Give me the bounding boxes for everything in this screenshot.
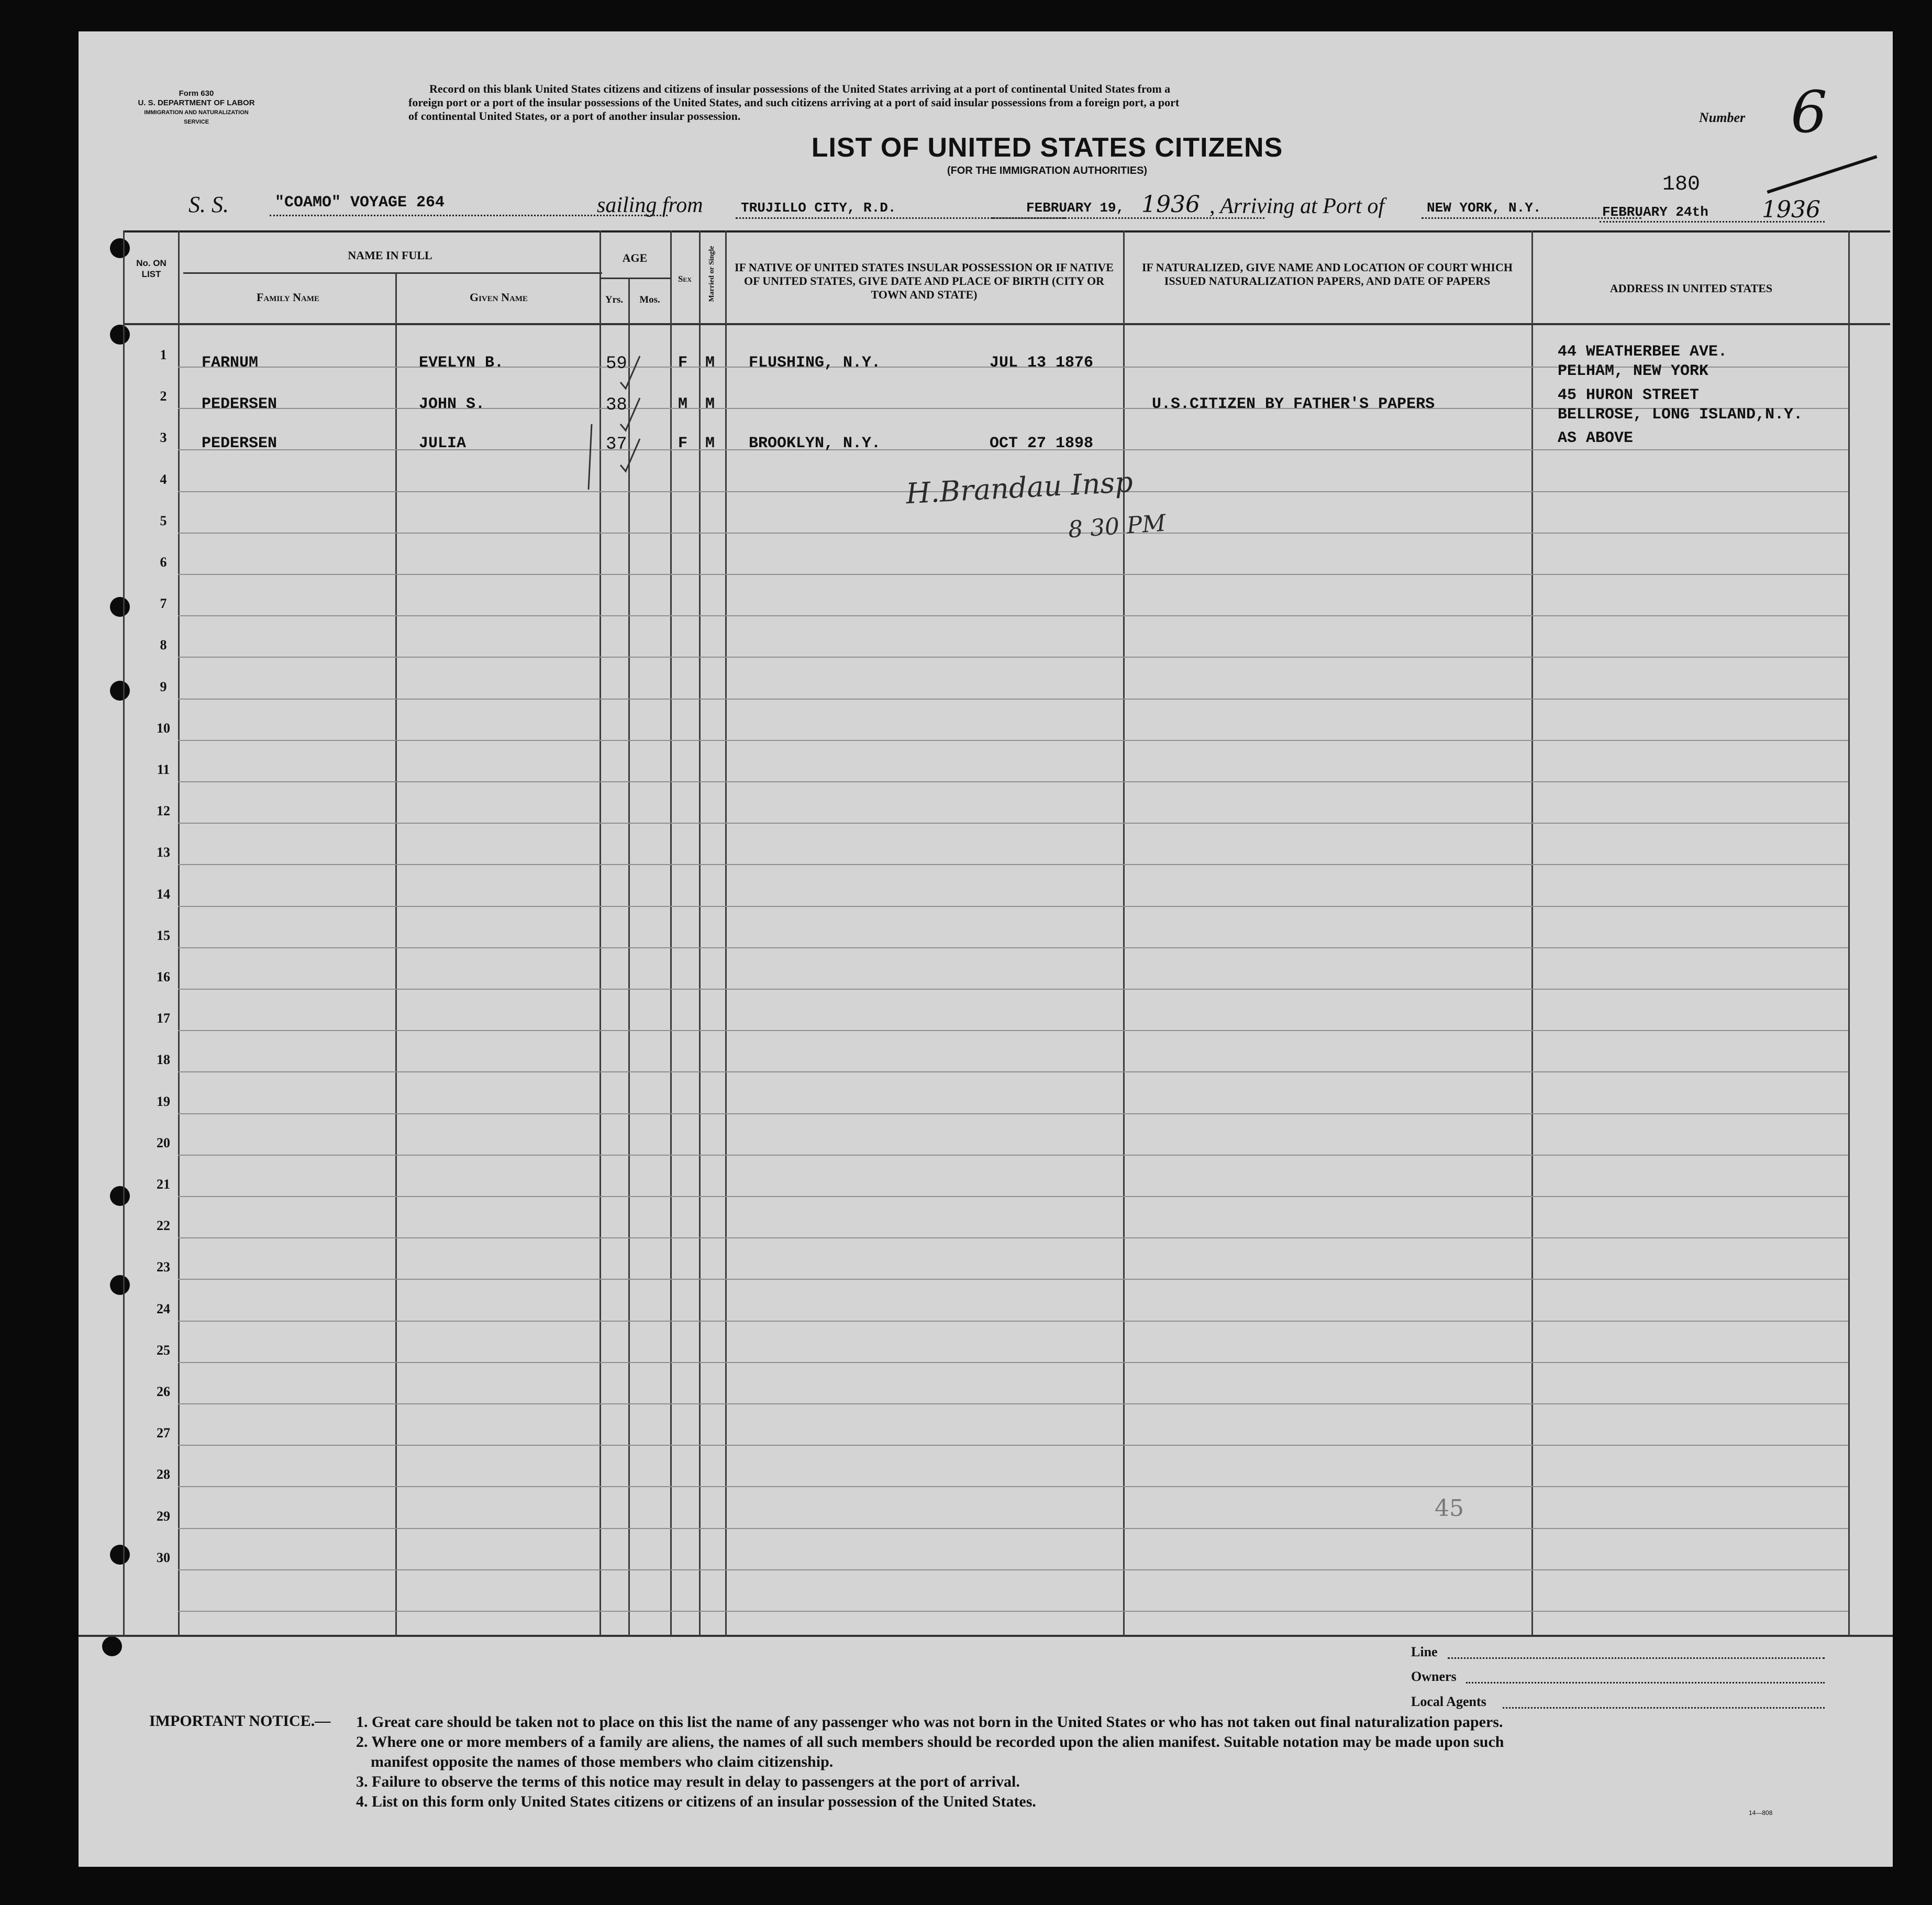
row-number: 28 [157,1467,170,1482]
address-line-2: PELHAM, NEW YORK [1558,362,1709,380]
age-yrs-cell: 59 [606,354,627,374]
column-rule [1848,230,1850,1636]
header-sex: Sex [678,274,692,284]
naturalized-cell: U.S.CITIZEN BY FATHER'S PAPERS [1152,395,1435,413]
instruction-line: foreign port or a port of the insular possessions of the United States, and such citizens arriving at a port of said insular possessions from a foreign port, a port [408,96,1180,109]
birthdate-cell: JUL 13 1876 [990,354,1094,372]
row-rule [178,1030,1848,1031]
punch-hole [110,1275,130,1295]
punch-hole [110,597,130,617]
row-number: 27 [157,1425,170,1441]
row-rule [178,906,1848,907]
row-rule [178,1155,1848,1156]
row-number: 1 [160,347,167,362]
sex-cell: F [678,435,688,452]
age-yrs-cell: 37 [606,435,627,455]
row-rule [178,657,1848,658]
address-line-1: AS ABOVE [1558,429,1634,447]
row-rule [178,699,1848,700]
family-name-cell: FARNUM [202,354,259,372]
notice-item: 2. Where one or more members of a family are aliens, the names of all such members should be recorded upon the alien manifest. Suitable notation may be made upon such [356,1733,1504,1751]
given-name-cell: EVELYN B. [419,354,504,372]
row-rule [178,1569,1848,1570]
age-yrs-cell: 38 [606,395,627,415]
family-name-cell: PEDERSEN [202,395,277,413]
table-bottom-rule [79,1635,1893,1637]
header-no-on-list: No. ON LIST [136,258,166,279]
row-number: 17 [157,1011,170,1026]
row-number: 7 [160,596,167,611]
header-name-in-full: NAME IN FULL [348,249,432,262]
header-native: IF NATIVE OF UNITED STATES INSULAR POSSESSION OR IF NATIVE OF UNITED STATES, GIVE DATE AND PLACE OF BIRTH (CITY OR TOWN AND STATE) [735,261,1114,301]
header-mos: Mos. [639,294,660,305]
agents-label: Local Agents [1411,1694,1486,1709]
check-marks [581,346,654,492]
header-given-name: Given Name [469,291,528,304]
row-rule [178,740,1848,741]
notice-item: 3. Failure to observe the terms of this notice may result in delay to passengers at the port of arrival. [356,1773,1020,1790]
row-rule [178,1611,1848,1612]
arriving-label: , Arriving at Port of [1209,194,1385,218]
row-number: 18 [157,1052,170,1067]
punch-hole [110,1186,130,1206]
row-rule [178,1279,1848,1280]
notice-title: IMPORTANT NOTICE.— [149,1712,331,1730]
row-number: 5 [160,513,167,528]
row-number: 23 [157,1259,170,1275]
pencil-bracket [589,424,592,490]
married-cell: M [705,354,715,372]
column-rule [699,230,701,1636]
instruction-line: of continental United States, or a port of another insular possession. [408,109,741,123]
footer-code: 14—808 [1749,1809,1773,1817]
line-label: Line [1411,1644,1438,1659]
row-number: 22 [157,1218,170,1233]
year-to: 1936 [1762,196,1820,223]
row-number: 14 [157,887,170,902]
check-mark [620,439,640,471]
row-rule [178,1403,1848,1404]
row-rule [178,1445,1848,1446]
number-label: Number [1699,110,1746,125]
row-number: 30 [157,1550,170,1565]
birthplace-cell: FLUSHING, N.Y. [749,354,881,372]
row-rule [178,989,1848,990]
page-count: 45 [1435,1495,1464,1522]
notice-block [356,1712,1874,1812]
agents-blank [1503,1707,1825,1709]
form-instructions [408,82,1675,123]
department-name: U. S. DEPARTMENT OF LABOR [138,98,255,107]
row-number: 12 [157,803,170,818]
column-rule [1531,230,1533,1636]
column-rule [670,230,672,1636]
row-rule [178,574,1848,575]
row-rule [178,781,1848,782]
column-rule [395,272,397,1636]
family-name-cell: PEDERSEN [202,435,277,452]
row-number: 6 [160,555,167,570]
check-mark [620,398,640,430]
married-cell: M [705,435,715,452]
column-rule [1123,230,1125,1636]
vessel-name: "COAMO" VOYAGE 264 [275,194,445,212]
row-number: 13 [157,845,170,860]
header-married: Married or Single [708,246,716,302]
row-number: 4 [160,472,167,487]
punch-hole [110,1545,130,1565]
form-page [79,31,1893,1867]
row-rule [178,615,1848,616]
header-family-name: Family Name [256,291,320,304]
date-to: FEBRUARY 24th [1602,204,1708,220]
given-name-cell: JOHN S. [419,395,485,413]
header-yrs: Yrs. [605,294,624,305]
row-number: 24 [157,1301,170,1316]
ss-label: S. S. [188,192,229,217]
column-rule [123,230,125,1636]
stamp-number: 180 [1662,173,1701,196]
row-number: 15 [157,928,170,943]
sailing-label: sailing from [597,193,703,217]
year-from: 1936 [1141,191,1200,218]
line-blank [1448,1657,1825,1659]
row-number: 9 [160,679,167,694]
notice-item: 1. Great care should be taken not to place on this list the name of any passenger who was not born in the United States or who has not taken out final naturalization papers. [356,1713,1503,1731]
row-number: 21 [157,1177,170,1192]
address-line-1: 44 WEATHERBEE AVE. [1558,343,1728,361]
address-line-1: 45 HURON STREET [1558,386,1700,404]
sex-cell: M [678,395,688,413]
form-id-block [131,89,262,127]
row-number: 8 [160,637,167,652]
age-header-rule [599,278,670,279]
inspector-signature: H.Brandau Insp [905,465,1134,511]
page-title: LIST OF UNITED STATES CITIZENS [811,132,1283,163]
row-number: 25 [157,1343,170,1358]
row-number: 20 [157,1135,170,1150]
punch-hole [110,681,130,701]
port-from: TRUJILLO CITY, R.D. [741,200,896,216]
row-rule [178,533,1848,534]
number-value: 6 [1791,79,1827,146]
birthplace-cell: BROOKLYN, N.Y. [749,435,881,452]
row-number: 26 [157,1384,170,1399]
married-cell: M [705,395,715,413]
instruction-line: Record on this blank United States citizens and citizens of insular possessions of the United States arriving at a port of continental United States from a [429,82,1171,95]
row-number: 19 [157,1094,170,1109]
row-rule [178,1071,1848,1072]
header-age: AGE [622,251,648,264]
name-header-rule [183,272,602,274]
punch-hole [102,1636,122,1656]
row-rule [178,947,1848,948]
row-number: 16 [157,969,170,984]
service-name: IMMIGRATION AND NATURALIZATION SERVICE [144,109,249,125]
row-rule [178,1237,1848,1238]
header-address: ADDRESS IN UNITED STATES [1609,282,1773,295]
date-from: FEBRUARY 19, [1026,200,1125,216]
port-to: NEW YORK, N.Y. [1427,200,1541,216]
table-top-rule [123,230,1890,232]
sex-cell: F [678,354,688,372]
notice-item: 4. List on this form only United States citizens or citizens of an insular possession of the United States. [356,1793,1036,1810]
notice-item: manifest opposite the names of those members who claim citizenship. [371,1753,834,1770]
check-mark [620,356,640,389]
header-naturalized: IF NATURALIZED, GIVE NAME AND LOCATION OF COURT WHICH ISSUED NATURALIZATION PAPERS, AND DATE OF PAPERS [1142,261,1513,287]
owners-label: Owners [1411,1669,1457,1684]
row-rule [178,1113,1848,1114]
row-number: 11 [157,762,170,777]
birthdate-cell: OCT 27 1898 [990,435,1094,452]
punch-hole [110,238,130,258]
punch-hole [110,325,130,345]
row-rule [178,823,1848,824]
owners-blank [1466,1682,1825,1684]
page-subtitle: (FOR THE IMMIGRATION AUTHORITIES) [947,165,1148,176]
row-rule [178,1528,1848,1529]
given-name-cell: JULIA [419,435,467,452]
row-rule [178,864,1848,865]
row-number: 10 [157,721,170,736]
row-rule [178,1486,1848,1487]
row-rule [178,1321,1848,1322]
row-rule [178,1362,1848,1363]
row-number: 3 [160,430,167,445]
row-number: 2 [160,389,167,404]
number-slash [1767,155,1877,194]
row-rule [178,1196,1848,1197]
row-number: 29 [157,1509,170,1524]
address-line-2: BELLROSE, LONG ISLAND,N.Y. [1558,406,1803,424]
form-number: Form 630 [179,89,214,98]
inspection-time: 8 30 PM [1067,510,1167,544]
table-header-bottom-rule [123,323,1890,325]
column-rule [725,230,727,1636]
